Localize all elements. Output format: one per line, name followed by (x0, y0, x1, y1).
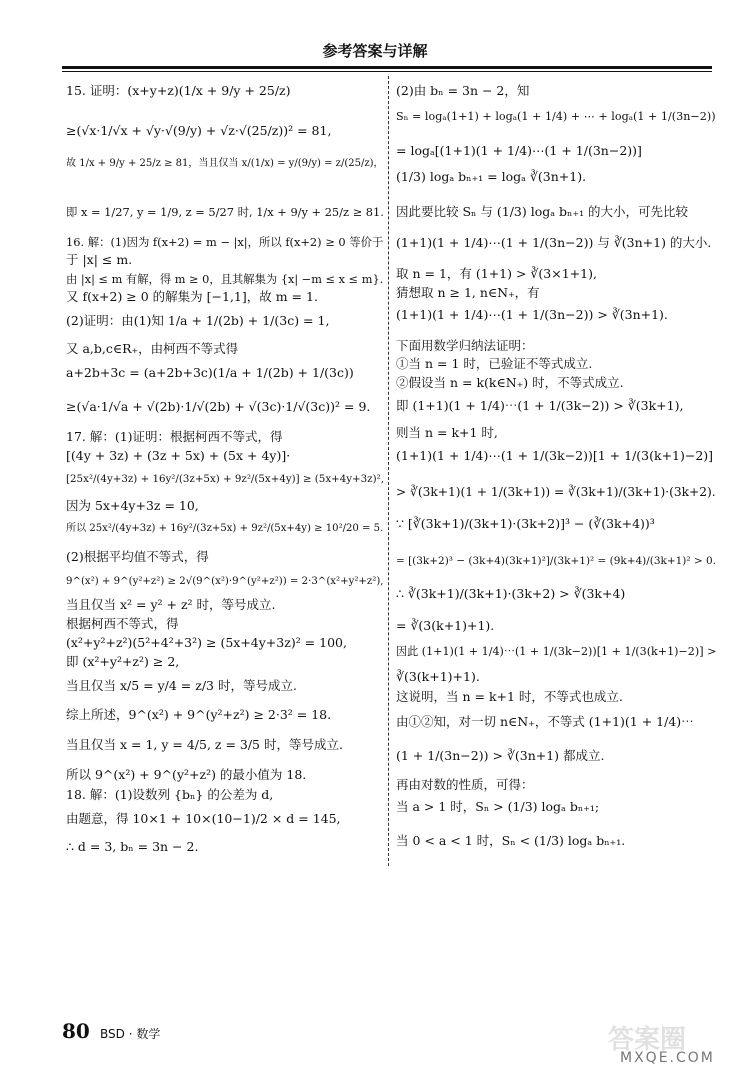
left-line: 当且仅当 x/5 = y/4 = z/3 时，等号成立. (66, 678, 297, 693)
header-rule-thick (62, 66, 712, 69)
left-line: 当且仅当 x² = y² + z² 时，等号成立. (66, 597, 276, 612)
left-line: ≥(√x·1/√x + √y·√(9/y) + √z·√(25/z))² = 81, (66, 123, 332, 138)
right-line: (1/3) logₐ bₙ₊₁ = logₐ ∛(3n+1). (396, 169, 587, 184)
watermark-logo (598, 1018, 748, 1078)
watermark-url: MXQE.COM (620, 1050, 715, 1066)
left-line: (2)证明：由(1)知 1/a + 1/(2b) + 1/(3c) = 1, (66, 313, 330, 328)
left-line: 于 |x| ≤ m. (66, 252, 133, 267)
right-line: 这说明，当 n = k+1 时，不等式也成立. (396, 689, 623, 704)
left-line: 18. 解：(1)设数列 {bₙ} 的公差为 d, (66, 787, 274, 802)
right-line: 再由对数的性质，可得： (396, 777, 534, 792)
left-line: 根据柯西不等式，得 (66, 616, 179, 631)
right-line: 因此要比较 Sₙ 与 (1/3) logₐ bₙ₊₁ 的大小，可先比较 (396, 204, 689, 219)
watermark-line1: 答案圈 (608, 1025, 687, 1055)
left-line: 又 f(x+2) ≥ 0 的解集为 [−1,1]，故 m = 1. (66, 289, 318, 304)
left-line: 17. 解：(1)证明：根据柯西不等式，得 (66, 429, 283, 444)
left-line: 9^(x²) + 9^(y²+z²) ≥ 2√(9^(x²)·9^(y²+z²)) = 2·3^(x²+y²+z²), (66, 576, 384, 587)
right-line: 取 n = 1，有 (1+1) > ∛(3×1+1), (396, 266, 597, 281)
right-line: (2)由 bₙ = 3n − 2，知 (396, 83, 530, 98)
right-line: ∴ ∛(3k+1)/(3k+1)·(3k+2) > ∛(3k+4) (396, 586, 626, 601)
left-line: 即 (x²+y²+z²) ≥ 2, (66, 654, 180, 669)
right-line: = ∛(3(k+1)+1). (396, 618, 495, 633)
header-rule-thin (62, 71, 712, 72)
left-line: 又 a,b,c∈R₊，由柯西不等式得 (66, 341, 239, 356)
left-line: 由 |x| ≤ m 有解，得 m ≥ 0，且其解集为 {x| −m ≤ x ≤ m}. (66, 272, 384, 286)
right-line: ①当 n = 1 时，已验证不等式成立. (396, 356, 593, 371)
right-line: = logₐ[(1+1)(1 + 1/4)⋯(1 + 1/(3n−2))] (396, 143, 642, 158)
left-line: 故 1/x + 9/y + 25/z ≥ 81，当且仅当 x/(1/x) = y/(9/y) = z/(25/z)， (66, 158, 384, 169)
right-line: 当 a > 1 时，Sₙ > (1/3) logₐ bₙ₊₁; (396, 799, 600, 814)
left-line: 所以 25x²/(4y+3z) + 16y²/(3z+5x) + 9z²/(5x+4y) ≥ 10²/20 = 5. (66, 523, 384, 534)
right-line: Sₙ = logₐ(1+1) + logₐ(1 + 1/4) + ⋯ + logₐ(1 + 1/(3n−2)) (396, 110, 716, 123)
left-line: (x²+y²+z²)(5²+4²+3²) ≥ (5x+4y+3z)² = 100, (66, 635, 347, 650)
left-line: 由题意，得 10×1 + 10×(10−1)/2 × d = 145, (66, 811, 341, 826)
right-line: 下面用数学归纳法证明： (396, 338, 534, 353)
right-line: 即 (1+1)(1 + 1/4)⋯(1 + 1/(3k−2)) > ∛(3k+1), (396, 398, 684, 413)
left-line: ∴ d = 3, bₙ = 3n − 2. (66, 839, 199, 854)
right-line: 因此 (1+1)(1 + 1/4)⋯(1 + 1/(3k−2))[1 + 1/(3(k+1)−2)] > (396, 645, 717, 658)
left-line: 因为 5x+4y+3z = 10, (66, 498, 199, 513)
left-line: 综上所述，9^(x²) + 9^(y²+z²) ≥ 2·3² = 18. (66, 707, 332, 722)
left-line: [25x²/(4y+3z) + 16y²/(3z+5x) + 9z²/(5x+4y)] ≥ (5x+4y+3z)², (66, 473, 384, 485)
right-line: (1 + 1/(3n−2)) > ∛(3n+1) 都成立. (396, 748, 605, 763)
left-line: [(4y + 3z) + (3z + 5x) + (5x + 4y)]· (66, 448, 291, 463)
right-line: 猜想取 n ≥ 1, n∈N₊，有 (396, 285, 540, 300)
right-line: ②假设当 n = k(k∈N₊) 时，不等式成立. (396, 375, 624, 390)
left-line: 当且仅当 x = 1, y = 4/5, z = 3/5 时，等号成立. (66, 737, 343, 752)
right-line: 由①②知，对一切 n∈N₊，不等式 (1+1)(1 + 1/4)⋯ (396, 714, 694, 729)
right-line: > ∛(3k+1)(1 + 1/(3k+1)) = ∛(3k+1)/(3k+1)·(3k+2). (396, 485, 716, 499)
right-line: ∵ [∛(3k+1)/(3k+1)·(3k+2)]³ − (∛(3k+4))³ (396, 516, 655, 531)
right-line: (1+1)(1 + 1/4)⋯(1 + 1/(3n−2)) > ∛(3n+1). (396, 307, 668, 322)
right-line: ∛(3(k+1)+1). (396, 669, 480, 684)
column-divider (388, 76, 389, 866)
right-line: 当 0 < a < 1 时，Sₙ < (1/3) logₐ bₙ₊₁. (396, 833, 626, 848)
left-line: 所以 9^(x²) + 9^(y²+z²) 的最小值为 18. (66, 767, 307, 782)
left-line: 16. 解：(1)因为 f(x+2) = m − |x|，所以 f(x+2) ≥ 0 等价于 (66, 235, 384, 249)
footer-book-label: BSD · 数学 (100, 1027, 161, 1041)
right-line: (1+1)(1 + 1/4)⋯(1 + 1/(3n−2)) 与 ∛(3n+1) 的大小. (396, 235, 712, 250)
left-line: a+2b+3c = (a+2b+3c)(1/a + 1/(2b) + 1/(3c)) (66, 365, 354, 380)
left-line: 15. 证明：(x+y+z)(1/x + 9/y + 25/z) (66, 83, 291, 98)
left-line: ≥(√a·1/√a + √(2b)·1/√(2b) + √(3c)·1/√(3c))² = 9. (66, 399, 371, 414)
page-header-title: 参考答案与详解 (322, 42, 428, 60)
right-line: = [(3k+2)³ − (3k+4)(3k+1)²]/(3k+1)² = (9k+4)/(3k+1)² > 0. (396, 555, 717, 567)
right-line: (1+1)(1 + 1/4)⋯(1 + 1/(3k−2))[1 + 1/(3(k+1)−2)] (396, 448, 714, 463)
left-line: (2)根据平均值不等式，得 (66, 549, 209, 564)
left-line: 即 x = 1/27, y = 1/9, z = 5/27 时, 1/x + 9/y + 25/z ≥ 81. (66, 205, 384, 219)
right-line: 则当 n = k+1 时, (396, 425, 498, 440)
page-number: 80 (62, 1019, 90, 1043)
